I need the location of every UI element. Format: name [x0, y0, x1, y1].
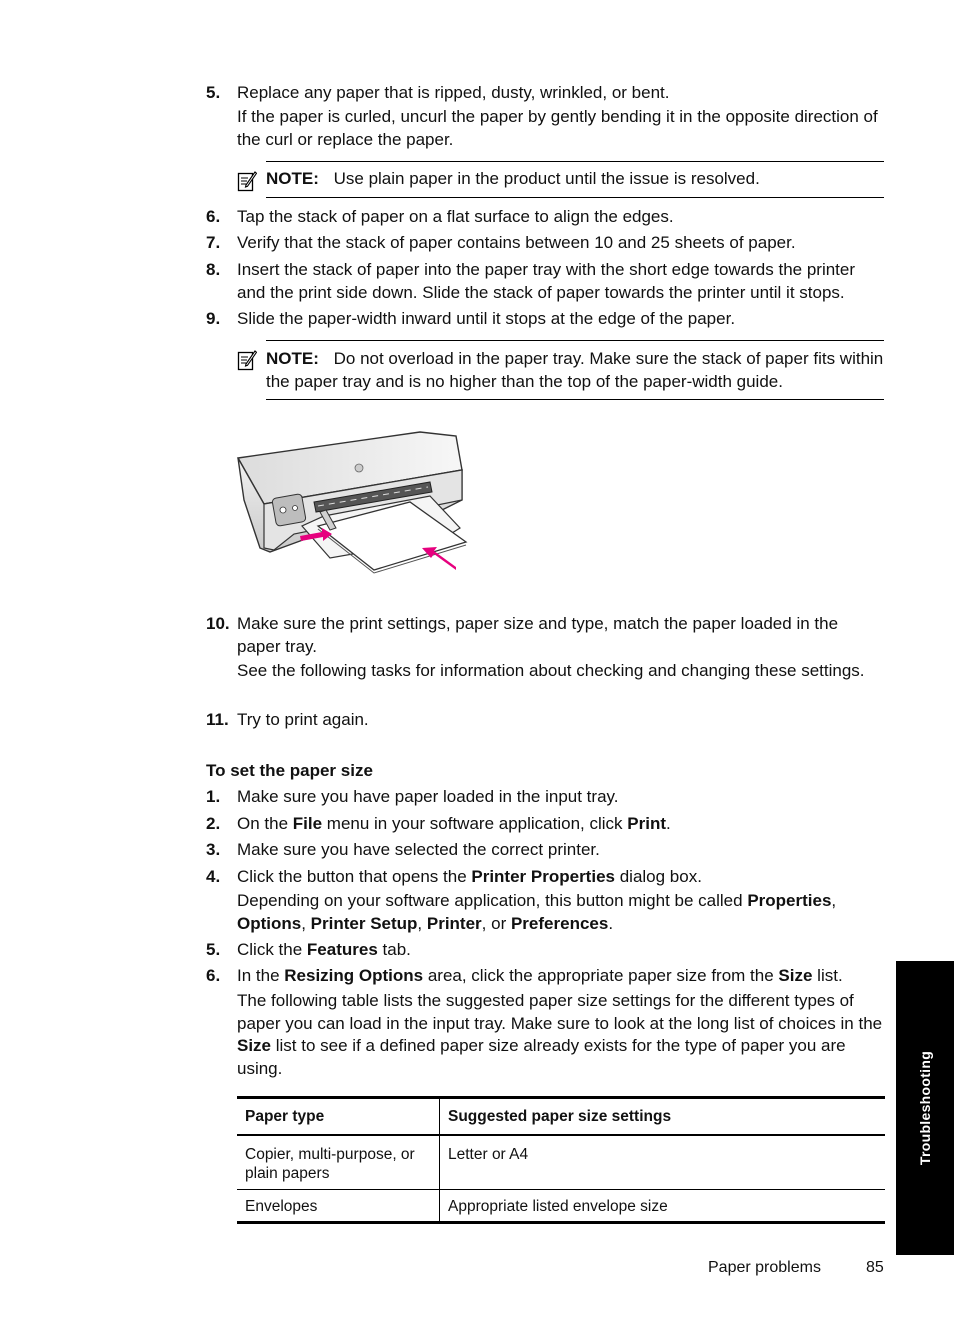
note-icon	[237, 349, 257, 371]
step-5	[206, 82, 886, 105]
table-header-row	[237, 1098, 885, 1136]
footer-section-title: Paper problems	[708, 1259, 821, 1276]
size-step-4-detail: Depending on your software application, this button might be called Properties, Options, Printer Setup, Printer, or Preferences.	[237, 891, 837, 933]
size-step-1	[206, 786, 886, 809]
step-text: On the File menu in your software application, click Print.	[237, 814, 671, 833]
table-cell: Letter or A4	[440, 1135, 886, 1190]
note-label: NOTE:	[266, 169, 319, 188]
step-number: 10.	[206, 614, 230, 633]
step-number: 6.	[206, 966, 221, 985]
step-text: Click the button that opens the Printer Properties dialog box.	[237, 867, 702, 886]
step-8	[206, 259, 886, 304]
size-step-4	[206, 866, 886, 889]
section-heading: To set the paper size	[206, 761, 373, 780]
step-text: Click the Features tab.	[237, 940, 411, 959]
brand-logo-icon	[355, 464, 363, 472]
step-6	[206, 206, 886, 229]
note-icon	[237, 170, 257, 192]
size-step-6-detail: The following table lists the suggested paper size settings for the different types of paper you can load in the input tray. Make sure to look at the long list of choices in the Size list to see if a defined paper size already exists for the type of paper you are using.	[237, 991, 883, 1078]
step-number: 4.	[206, 867, 221, 886]
control-panel	[272, 494, 306, 527]
menu-file-ref: File	[292, 814, 323, 833]
step-text: Make sure you have paper loaded in the input tray.	[237, 787, 619, 806]
step-10-detail: See the following tasks for information about checking and changing these settings.	[237, 661, 865, 680]
paper-size-table	[237, 1096, 885, 1224]
step-11	[206, 709, 886, 732]
column-header-suggested-size: Suggested paper size settings	[440, 1098, 886, 1136]
step-text: In the Resizing Options area, click the appropriate paper size from the Size list.	[237, 966, 843, 985]
step-number: 8.	[206, 260, 221, 279]
table-cell: Appropriate listed envelope size	[440, 1190, 886, 1223]
step-text: Tap the stack of paper on a flat surface to align the edges.	[237, 207, 674, 226]
command-print-ref: Print	[627, 814, 666, 833]
table-cell: Copier, multi-purpose, or plain papers	[237, 1135, 440, 1190]
power-button-icon	[280, 507, 286, 513]
step-number: 2.	[206, 814, 221, 833]
size-step-6	[206, 965, 886, 988]
note-label: NOTE:	[266, 349, 319, 368]
step-10	[206, 613, 886, 658]
step-7	[206, 232, 886, 255]
side-tab-label: Troubleshooting	[916, 1050, 933, 1166]
table-row	[237, 1135, 885, 1190]
step-9	[206, 308, 886, 331]
step-number: 5.	[206, 83, 221, 102]
step-text: Replace any paper that is ripped, dusty, wrinkled, or bent.	[237, 83, 670, 102]
printer-illustration	[234, 430, 470, 576]
step-text: Try to print again.	[237, 710, 369, 729]
step-number: 5.	[206, 940, 221, 959]
step-number: 3.	[206, 840, 221, 859]
step-text: Make sure the print settings, paper size and type, match the paper loaded in the paper tray.	[237, 614, 839, 656]
size-list-ref: Size	[778, 966, 813, 985]
note-text: Use plain paper in the product until the issue is resolved.	[333, 169, 760, 188]
table-row	[237, 1190, 885, 1223]
chapter-side-tab	[896, 961, 954, 1255]
size-step-2	[206, 813, 886, 836]
step-5-detail: If the paper is curled, uncurl the paper by gently bending it in the opposite direction of the curl or replace the paper.	[237, 107, 878, 149]
step-number: 7.	[206, 233, 221, 252]
footer-page-number: 85	[866, 1259, 884, 1276]
features-tab-ref: Features	[306, 940, 378, 959]
step-text: Make sure you have selected the correct printer.	[237, 840, 600, 859]
size-step-3	[206, 839, 886, 862]
step-text: Slide the paper-width inward until it stops at the edge of the paper.	[237, 309, 736, 328]
step-text: Insert the stack of paper into the paper tray with the short edge towards the printer and the print side down. Slide the stack of paper towards the printer until it stops.	[237, 260, 856, 302]
note-plain-paper	[266, 161, 884, 198]
resume-button-icon	[293, 506, 298, 511]
printer-properties-ref: Printer Properties	[471, 867, 615, 886]
table-cell: Envelopes	[237, 1190, 440, 1223]
column-header-paper-type: Paper type	[237, 1098, 440, 1136]
note-text: Do not overload in the paper tray. Make sure the stack of paper fits within the paper tray and is no higher than the top of the paper-width guide.	[266, 349, 884, 391]
step-number: 9.	[206, 309, 221, 328]
resizing-options-ref: Resizing Options	[284, 966, 424, 985]
step-number: 1.	[206, 787, 221, 806]
step-text: Verify that the stack of paper contains between 10 and 25 sheets of paper.	[237, 233, 796, 252]
size-step-5	[206, 939, 886, 962]
step-number: 6.	[206, 207, 221, 226]
note-overload	[266, 340, 884, 400]
step-number: 11.	[206, 710, 229, 729]
